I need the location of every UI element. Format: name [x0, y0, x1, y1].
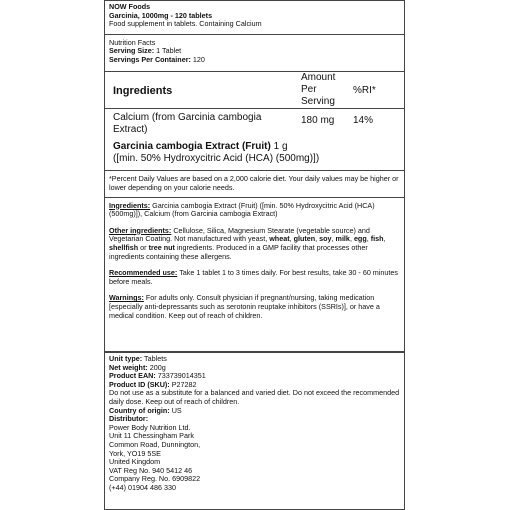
servings-value: 120	[192, 54, 205, 64]
address-line: Unit 11 Chessingham Park	[109, 431, 194, 441]
allergen: gluten	[293, 234, 316, 244]
row-name-line: Extract)	[113, 123, 148, 135]
product-sku-label: Product ID (SKU):	[109, 379, 170, 389]
substitute-warning: Do not use as a substitute for a balanced and varied diet. Do not exceed the recommended daily dose. Keep out of reach of children.	[109, 388, 400, 406]
column-ingredients: Ingredients	[113, 84, 173, 97]
country-of-origin	[109, 407, 400, 416]
address-line: United Kingdom	[109, 457, 161, 467]
allergen: egg	[353, 234, 367, 244]
table-header	[105, 72, 404, 108]
column-amount	[301, 72, 335, 109]
row-amount: 180 mg	[301, 114, 335, 126]
allergen: shellfish	[109, 242, 139, 252]
allergen: milk	[335, 234, 350, 244]
garcinia-sub: ([min. 50% Hydroxycitric Acid (HCA) (500mg)])	[113, 152, 320, 164]
garcinia-row	[105, 139, 404, 166]
servings-per-container	[109, 56, 400, 65]
nutrition-facts-summary	[105, 35, 404, 68]
address-line: Power Body Nutrition Ltd.	[109, 422, 191, 432]
product-header	[105, 1, 404, 32]
other-ingredients-text-2: ingredients. Produced in a GMP facility that processes other ingredients containing these allergens.	[109, 242, 368, 261]
column-amount-line: Serving	[301, 96, 335, 108]
warnings-section	[105, 289, 404, 323]
serving-size-value: 1 Tablet	[156, 46, 182, 56]
servings-label: Servings Per Container:	[109, 54, 191, 64]
recommended-use-text: Take 1 tablet 1 to 3 times daily. For best results, take 30 - 60 minutes before meals.	[109, 268, 398, 286]
product-ean-label: Product EAN:	[109, 371, 156, 381]
unit-type-label: Unit type:	[109, 354, 143, 363]
serving-size-label: Serving Size:	[109, 46, 155, 56]
product-title: Garcinia, 1000mg - 120 tablets	[109, 10, 213, 20]
address-line: Company Reg. No. 6909822	[109, 474, 201, 484]
row-ri: 14%	[353, 114, 374, 126]
allergen: wheat	[269, 234, 290, 244]
distributor-address	[109, 424, 400, 493]
allergen: soy	[319, 234, 332, 244]
net-weight-value: 200g	[149, 362, 166, 372]
product-ean-value: 733739014351	[157, 371, 206, 381]
other-ingredients-label: Other ingredients:	[109, 225, 172, 235]
net-weight-label: Net weight:	[109, 362, 148, 372]
allergen: tree nut	[148, 242, 175, 252]
nutrition-facts-title: Nutrition Facts	[109, 37, 156, 47]
ingredients-label: Ingredients:	[109, 200, 151, 210]
product-description: Food supplement in tablets. Containing Calcium	[109, 19, 262, 29]
address-line: Common Road, Dunnington,	[109, 439, 201, 449]
warnings-text: For adults only. Consult physician if pregnant/nursing, taking medication [especially anti-depressants such as serotonin reuptake inhibitors (SSRIs)], or have a medical condition. Keep out of reach of children.	[109, 293, 380, 320]
footnote: *Percent Daily Values are based on a 2,000 calorie diet. Your daily values may be higher or lower depending on your calorie needs.	[109, 174, 399, 192]
ingredients-text: Garcinia cambogia Extract (Fruit) ([min. 50% Hydroxycitric Acid (HCA) (500mg)]), Calcium (from Garcinia cambogia Extract)	[109, 200, 375, 219]
product-details	[105, 353, 404, 496]
unit-type-value: Tablets	[144, 354, 167, 363]
address-line: (+44) 01904 486 330	[109, 482, 176, 492]
address-line: York, YO19 5SE	[109, 448, 161, 458]
allergen: fish	[370, 234, 384, 244]
country-of-origin-value: US	[171, 405, 182, 415]
garcinia-amount: 1 g	[273, 140, 288, 152]
recommended-use-section	[105, 264, 404, 289]
ingredients-section	[105, 198, 404, 222]
nutrition-panel	[104, 0, 405, 352]
other-ingredients-text: Cellulose, Silica, Magnesium Stearate (vegetable source) and Vegetarian Coating. Not manufactured with yeast,	[109, 225, 370, 244]
recommended-use-label: Recommended use:	[109, 268, 178, 278]
garcinia-name: Garcinia cambogia Extract (Fruit)	[113, 140, 271, 152]
address-line: VAT Reg No. 940 5412 46	[109, 465, 193, 475]
column-amount-line: Per	[301, 83, 317, 95]
other-ingredients-section: Other ingredients: Cellulose, Silica, Magnesium Stearate (vegetable source) and Vegetarian Coating. Not manufactured with yeast, wheat, gluten, soy, milk, egg, fish, shellfish or tree nut ingredients. Produced in a GMP facility that processes other ingredients containing these allergens.	[109, 225, 386, 261]
column-ri: %RI*	[353, 84, 376, 96]
garcinia-main	[113, 141, 396, 153]
or-text: or	[140, 242, 147, 252]
country-of-origin-label: Country of origin:	[109, 405, 170, 415]
column-amount-line: Amount	[301, 71, 336, 83]
warnings-label: Warnings:	[109, 293, 144, 303]
table-row	[105, 109, 404, 139]
brand-name: NOW Foods	[109, 2, 151, 11]
row-name-line: Calcium (from Garcinia cambogia	[113, 111, 262, 123]
product-sku-value: P27282	[171, 379, 197, 389]
distributor-label: Distributor:	[109, 414, 149, 424]
product-details-panel	[104, 352, 405, 510]
row-name	[113, 112, 293, 137]
